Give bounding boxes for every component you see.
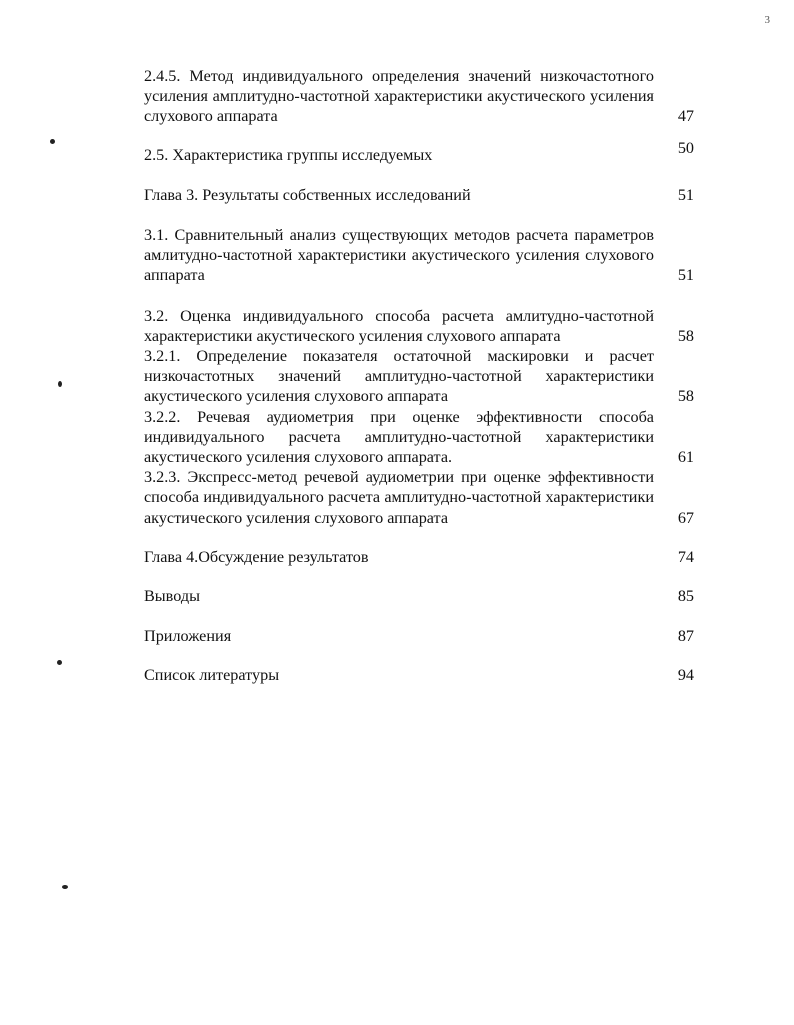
toc-entry [144,665,694,685]
toc-entry-title: 3.2.1. Определение показателя остаточной маскировки и расчет низкочастотных значений амплитудно-частотной характеристики акустического усиления слухового аппарата [144,347,654,406]
toc-entry-title: 2.5. Характеристика группы исследуемых [144,145,433,164]
toc-entry-page: 94 [677,666,694,685]
toc-entry [144,586,694,606]
scan-speck [58,381,62,387]
toc-entry-page: 58 [677,326,694,345]
toc-entry-title: 3.2.3. Экспресс-метод речевой аудиометрии при оценке эффективности способа индивидуального расчета амплитудно-частотной характеристики акустического усиления слухового аппарата [144,468,654,527]
table-of-contents [144,66,694,686]
toc-entry-title: Глава 3. Результаты собственных исследований [144,185,471,204]
toc-entry-page: 74 [677,547,694,566]
toc-entry [144,138,694,165]
toc-entry-title: Глава 4.Обсуждение результатов [144,547,369,566]
toc-entry [144,185,694,205]
scan-speck [57,660,62,665]
toc-entry-title: 3.2. Оценка индивидуального способа расчета амлитудно-частотной характеристики акустического усиления слухового аппарата [144,306,654,345]
toc-entry-title: Выводы [144,587,200,606]
toc-entry-title: Приложения [144,627,232,646]
scan-speck [62,885,68,889]
toc-entry-page: 50 [677,138,694,157]
toc-entry [144,306,694,346]
toc-entry [144,407,694,468]
toc-entry-title: Список литературы [144,666,280,685]
toc-entry-page: 85 [677,587,694,606]
toc-entry-page: 61 [677,448,694,467]
toc-entry [144,467,694,528]
toc-entry [144,547,694,567]
toc-entry-title: 2.4.5. Метод индивидуального определения значений низкочастотного усиления амплитудно-частотной характеристики акустического усиления слухового аппарата [144,67,654,126]
toc-entry [144,346,694,407]
toc-entry-page: 47 [677,107,694,126]
toc-entry-page: 87 [677,627,694,646]
toc-entry-page: 67 [677,508,694,527]
toc-entry [144,225,694,286]
page-number: 3 [764,14,770,26]
toc-entry [144,626,694,646]
scan-speck [50,139,55,144]
toc-entry [144,66,694,127]
toc-entry-page: 51 [677,185,694,204]
toc-entry-page: 58 [677,387,694,406]
toc-entry-title: 3.1. Сравнительный анализ существующих методов расчета параметров амлитудно-частотной характеристики акустического усиления слухового аппарата [144,226,654,285]
toc-entry-title: 3.2.2. Речевая аудиометрия при оценке эффективности способа индивидуального расчета амплитудно-частотной характеристики акустического усиления слухового аппарата. [144,407,654,467]
toc-entry-page: 51 [677,266,694,285]
